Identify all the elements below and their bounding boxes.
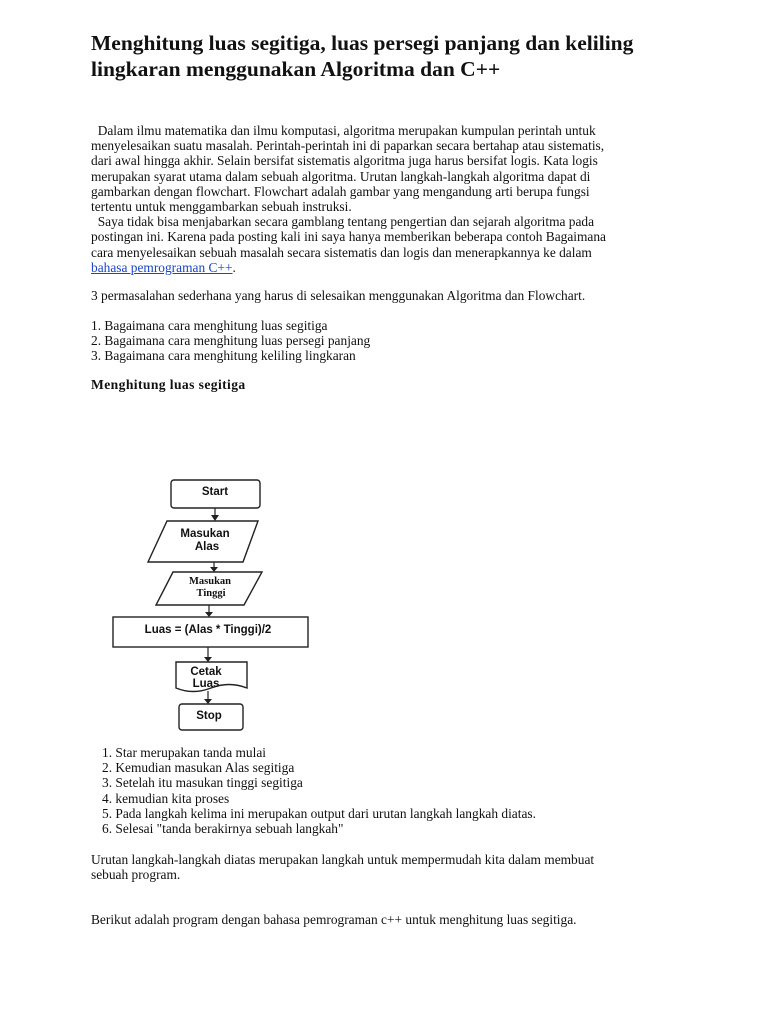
flowchart-input-tinggi-line2: Tinggi [196, 588, 226, 599]
flowchart-output-line1: Cetak [190, 666, 222, 678]
step-item: 6. Selesai "tanda berakirnya sebuah langkah" [102, 821, 344, 837]
step-item: 2. Kemudian masukan Alas segitiga [102, 760, 295, 776]
intro-line: menyelesaikan suatu masalah. Perintah-perintah ini di paparkan secara bertahap atau sistematis, [91, 138, 605, 154]
flowchart-diagram [110, 474, 320, 736]
final-text: Berikut adalah program dengan bahasa pemrograman c++ untuk menghitung luas segitiga. [91, 912, 577, 927]
flowchart-arrowhead [211, 515, 219, 521]
intro-line: Saya tidak bisa menjabarkan secara gamblang tentang pengertian dan sejarah algoritma pada [91, 214, 595, 230]
flowchart-input-alas-line1: Masukan [180, 528, 230, 540]
step-item: 4. kemudian kita proses [102, 790, 230, 806]
flowchart-input-tinggi-line1: Masukan [188, 576, 232, 587]
intro-link-line [91, 260, 691, 275]
problem-item: 3. Bagaimana cara menghitung keliling lingkaran [91, 348, 356, 364]
step-item: 3. Setelah itu masukan tinggi segitiga [102, 775, 303, 791]
step-item: 5. Pada langkah kelima ini merupakan output dari urutan langkah langkah diatas. [102, 805, 536, 821]
problem-list [91, 318, 691, 364]
intro-line: merupakan syarat utama dalam sebuah algoritma. Urutan langkah-langkah algoritma dapat di [91, 168, 591, 184]
page-title: Menghitung luas segitiga, luas persegi panjang dan keliling lingkaran menggunakan Algoritma dan C++ [91, 31, 634, 81]
intro-paragraph-1 [91, 123, 691, 275]
flowchart-process-label: Luas = (Alas * Tinggi)/2 [144, 624, 272, 636]
flowchart-arrowhead [205, 612, 213, 617]
flowchart-input-alas-line2: Alas [194, 541, 220, 553]
intro-line: gambarkan dengan flowchart. Flowchart adalah gambar yang mengandung arti berupa fungsi [91, 183, 590, 199]
problem-item: 1. Bagaimana cara menghitung luas segitiga [91, 318, 328, 333]
steps-list [102, 745, 536, 836]
flowchart-start-label: Start [201, 486, 229, 498]
cpp-language-link[interactable]: bahasa pemrograman C++ [91, 259, 233, 275]
section-heading: Menghitung luas segitiga [91, 377, 246, 392]
flowchart-arrowhead [204, 699, 212, 704]
step-item: 1. Star merupakan tanda mulai [102, 745, 266, 760]
problems-intro: 3 permasalahan sederhana yang harus di selesaikan menggunakan Algoritma dan Flowchart. [91, 288, 586, 303]
link-suffix: . [232, 259, 236, 275]
intro-line: dari awal hingga akhir. Selain bersifat sistematis algoritma juga harus bersifat logis. Kata logis [91, 153, 598, 169]
closing-paragraph [91, 852, 691, 882]
flowchart-arrowhead [204, 657, 212, 662]
intro-line: tertentu untuk menggambarkan sebuah instruksi. [91, 199, 352, 215]
flowchart-output-line2: Luas [192, 678, 220, 690]
intro-line: cara menyelesaikan sebuah masalah secara sistematis dan logis dan menerapkannya ke dalam [91, 244, 592, 260]
intro-line: postingan ini. Karena pada posting kali ini saya hanya memberikan beberapa contoh Bagaimana [91, 229, 606, 245]
flowchart-stop-label: Stop [196, 710, 222, 722]
closing-line: sebuah program. [91, 867, 181, 883]
closing-line: Urutan langkah-langkah diatas merupakan langkah untuk mempermudah kita dalam membuat [91, 852, 595, 867]
flowchart-arrowhead [210, 567, 218, 572]
intro-line: Dalam ilmu matematika dan ilmu komputasi, algoritma merupakan kumpulan perintah untuk [91, 123, 596, 138]
problem-item: 2. Bagaimana cara menghitung luas persegi panjang [91, 333, 371, 349]
